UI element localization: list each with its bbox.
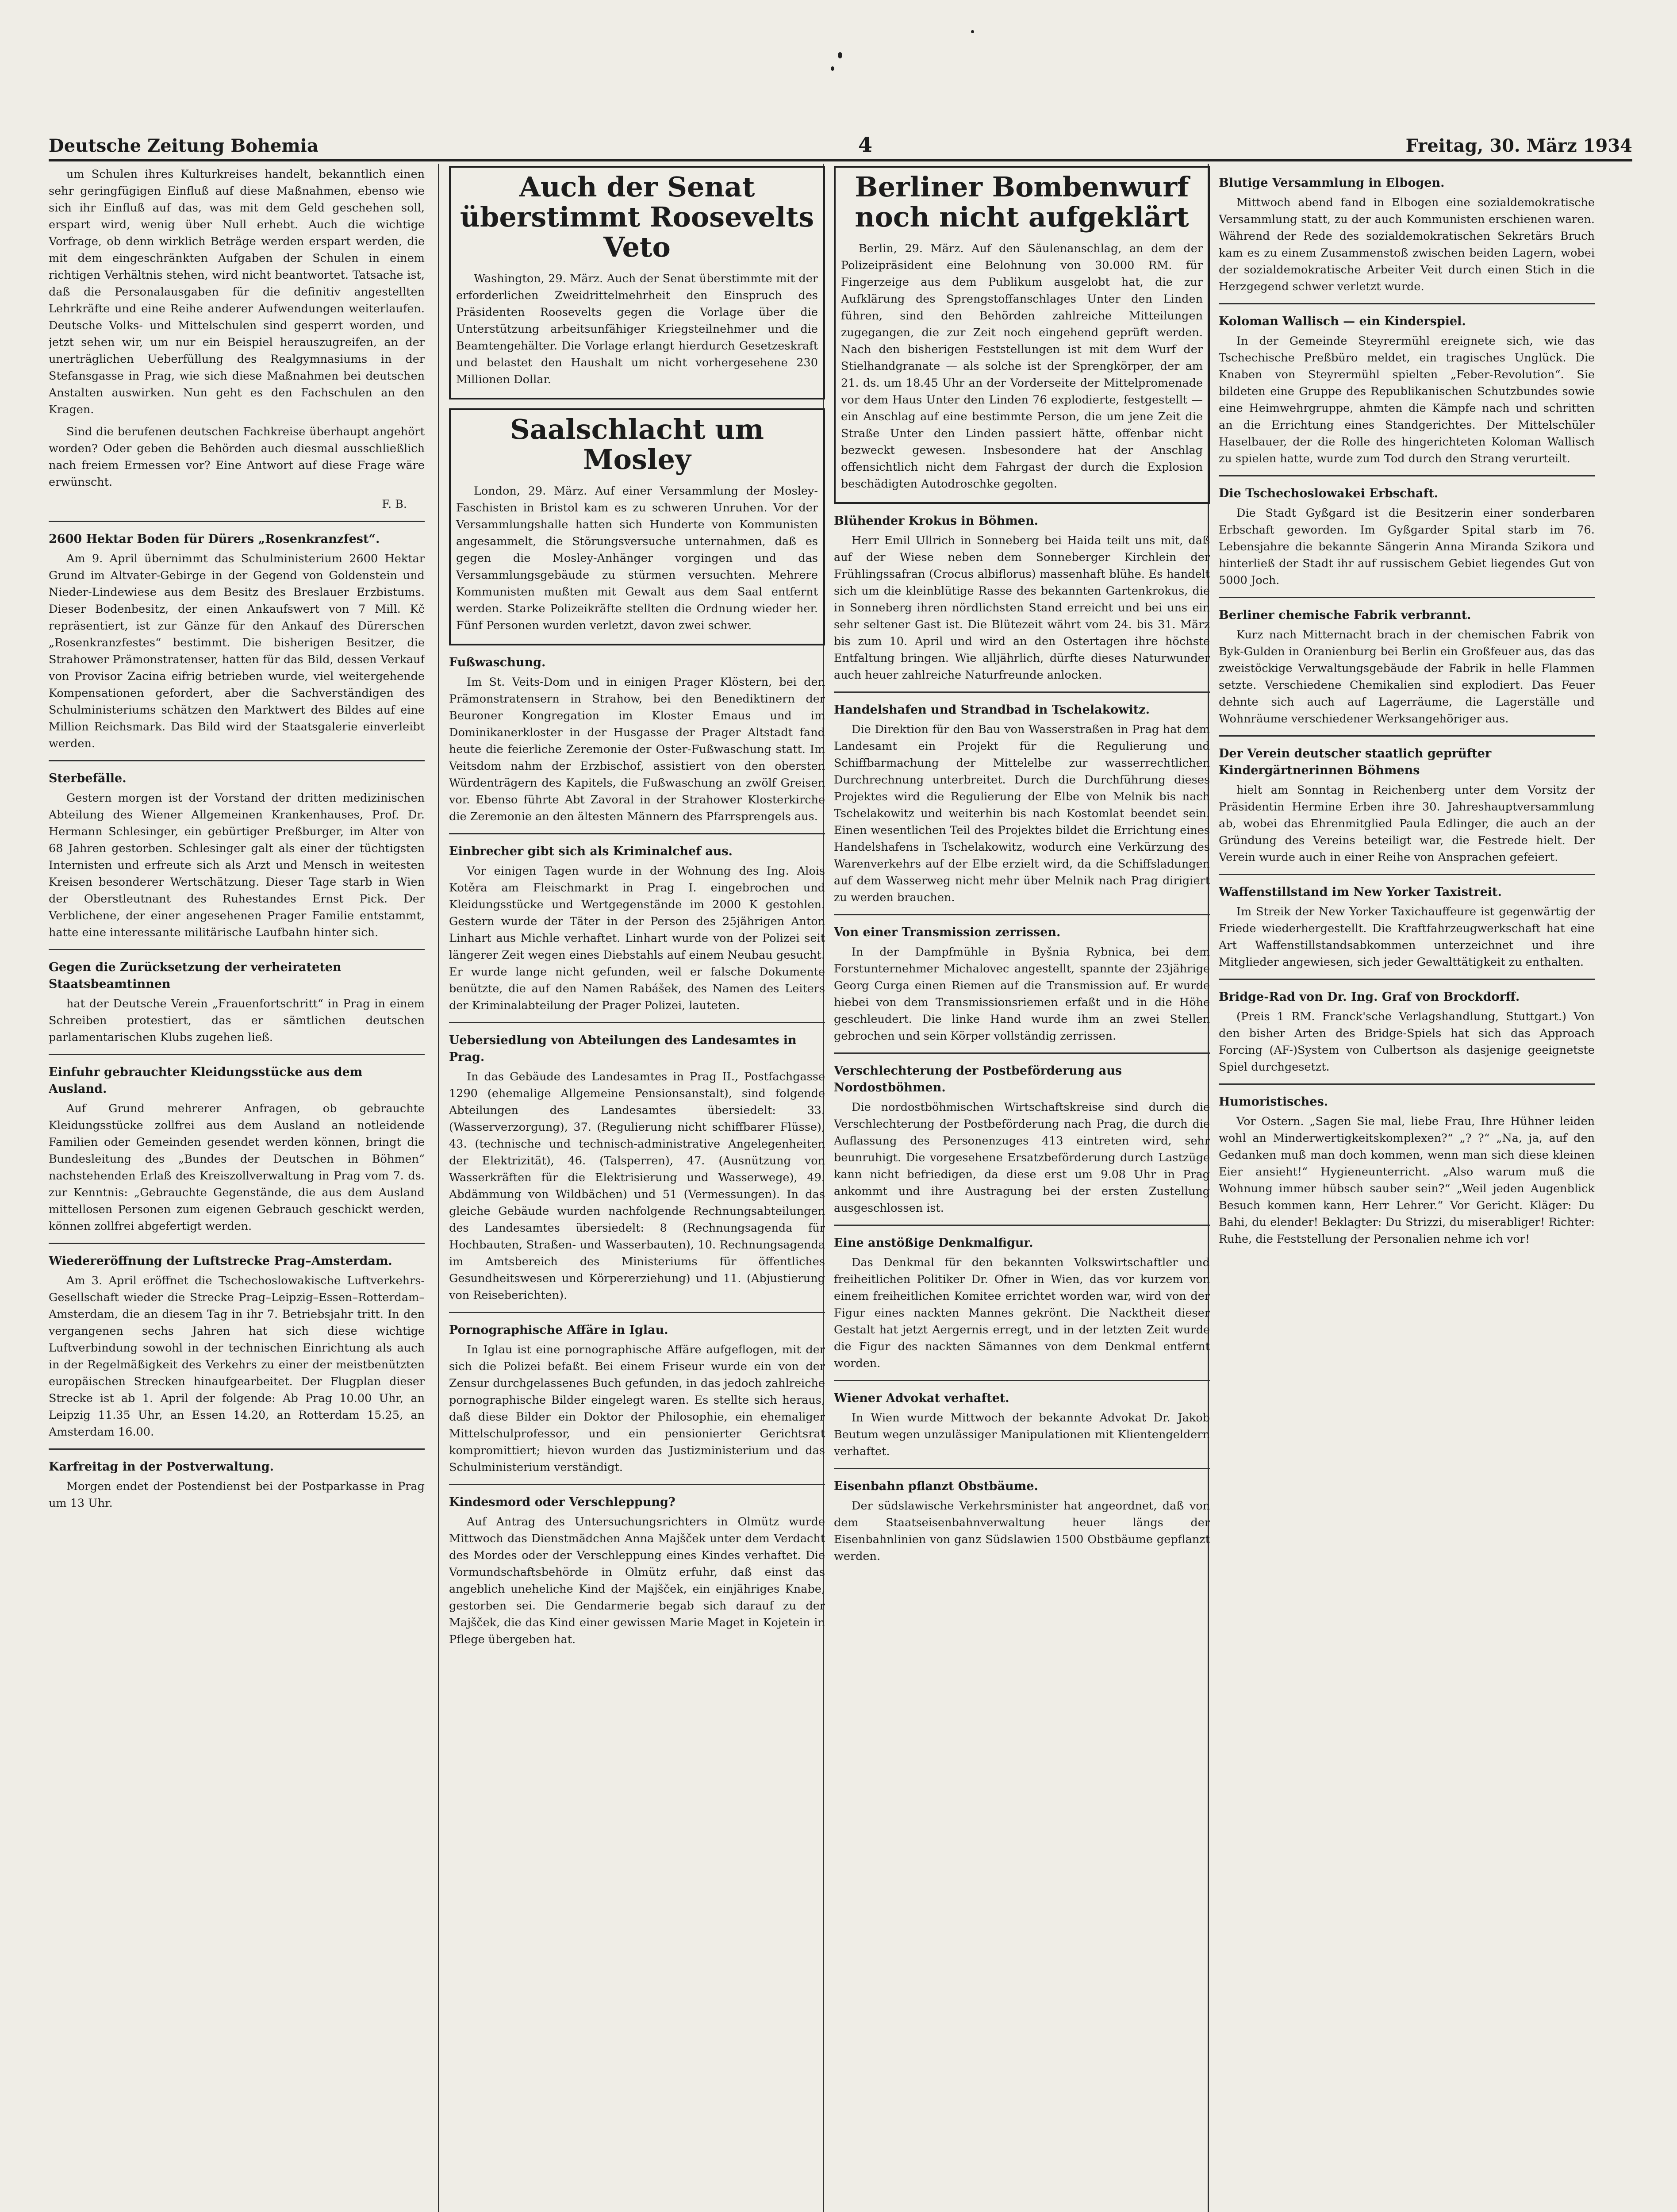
divider (834, 1468, 1210, 1469)
divider (834, 1380, 1210, 1381)
column-1 (49, 166, 425, 2212)
headline-box (449, 166, 825, 399)
divider (834, 1225, 1210, 1226)
news-item-text: Auf Antrag des Untersuchungsrichters in Olmütz wurde Mittwoch das Dienstmädchen Anna Majšček unter dem Verdacht des Mordes oder der Verschleppung eines Kindes verhaftet. Die Vormundschaftsbehörde in Olmütz erfuhr, daß einst das angeblich uneheliche Kind der Majšček, ein einjähriges Knabe, gestorben sei. Die Gendarmerie begab sich darauf zu der Majšček, die das Kind einer gewissen Marie Maget in Kojetein in Pflege übergeben hat. (449, 1515, 825, 1646)
article-paragraph: um Schulen ihres Kulturkreises handelt, bekanntlich einen sehr geringfügigen Einfluß auf diese Maßnahmen, ebenso wie sich ihr Einfluß auf das, was mit dem Geld geschehen soll, erspart wird, wenig über Null erhebt. Auch die wichtige Vorfrage, ob denn wirklich Beträge werden erspart werden, die mit dem eingeschränkten Aufgaben der Schulen in einem richtigen Verhältnis stehen, wird nicht beantwortet. Tatsache ist, daß die Personalausgaben für die definitiv angestellten Lehrkräfte und eine Reihe anderer Aufwendungen weiterlaufen. Deutsche Volks- und Mittelschulen sind gesperrt worden, und jetzt sehen wir, um nur ein Beispiel herauszugreifen, an der unerträglichen Ueberfüllung des Realgymnasiums in der Stefansgasse in Prag, wie sich diese Maßnahmen bei deutschen Anstalten auswirken. Nun geht es den Fachschulen an den Kragen. (49, 168, 425, 416)
news-item-title: Koloman Wallisch — ein Kinderspiel. (1219, 315, 1466, 328)
divider (49, 949, 425, 950)
divider (49, 1054, 425, 1055)
news-item-title: Gegen die Zurücksetzung der verheirateten Staatsbeamtinnen (49, 960, 342, 991)
news-item-title: Eine anstößige Denkmalfigur. (834, 1236, 1033, 1250)
headline: Berliner Bombenwurf noch nicht aufgeklärt (855, 171, 1189, 233)
column-3 (834, 166, 1210, 2212)
headline-box (834, 166, 1210, 504)
news-item-title: Wiedereröffnung der Luftstrecke Prag–Amsterdam. (49, 1254, 392, 1268)
news-item-title: Karfreitag in der Postverwaltung. (49, 1460, 274, 1474)
news-list (49, 531, 425, 1512)
divider (449, 1022, 825, 1023)
divider (49, 1243, 425, 1244)
news-item-text: Gestern morgen ist der Vorstand der dritten medizinischen Abteilung des Wiener Allgemeinen Krankenhauses, Prof. Dr. Hermann Schlesinger, ein gebürtiger Preßburger, im Alter von 68 Jahren gestorben. Schlesinger galt als einer der tüchtigsten Internisten und erfreute sich als Arzt und Mensch in weitesten Kreisen besonderer Wertschätzung. Dieser Tage starb in Wien der Oberstleutnant des Ruhestandes Ernst Pick. Der Verblichene, der einer angesehenen Prager Familie entstammt, hatte eine interessante militärische Laufbahn hinter sich. (49, 791, 425, 939)
news-item-text: Vor Ostern. „Sagen Sie mal, liebe Frau, Ihre Hühner leiden wohl an Minderwertigkeitskomplexen?“ „? ?“ „Na, ja, auf den Gedanken muß man doch kommen, wenn man sich diese kleinen Eier ansieht!“ Hygieneunterricht. „Also warum muß die Wohnung immer hübsch sauber sein?“ „Weil jeden Augenblick Besuch kommen kann, Herr Lehrer.“ Vor Gericht. Kläger: Du Bahi, du elender! Beklagter: Du Strizzi, du miserabliger! Richter: Ruhe, die Feststellung der Personalien nehme ich vor! (1219, 1115, 1595, 1246)
news-item-text: Der südslawische Verkehrsminister hat angeordnet, daß von dem Staatseisenbahnverwaltung heuer längs der Eisenbahnlinien von ganz Südslawien 1500 Obstbäume gepflanzt werden. (834, 1499, 1210, 1563)
divider (449, 1484, 825, 1485)
news-item-text: hielt am Sonntag in Reichenberg unter dem Vorsitz der Präsidentin Hermine Erben ihre 30. Jahreshauptversammlung ab, wobei das Ehrenmitglied Paula Edlinger, die auch an der Gründung des Vereins beteiligt war, die Festrede hielt. Der Verein wurde auch in einer Reihe von Ansprachen gefeiert. (1219, 783, 1595, 864)
news-item-title: Wiener Advokat verhaftet. (834, 1391, 1009, 1405)
news-item-text: Auf Grund mehrerer Anfragen, ob gebrauchte Kleidungsstücke zollfrei aus dem Ausland an notleidende Familien oder Gemeinden gesendet werden können, bringt die Bundesleitung des „Bundes der Deutschen in Böhmen“ nachstehenden Erlaß des Kreiszollverwaltung in Prag vom 7. ds. zur Kenntnis: „Gebrauchte Gegenstände, die aus dem Ausland mittellosen Personen zum eigenen Gebrauch geschickt werden, können zollfrei abgefertigt werden. (49, 1102, 425, 1233)
news-list (834, 513, 1210, 1565)
news-item-title: Sterbefälle. (49, 772, 127, 785)
divider (1219, 735, 1595, 737)
news-item-title: Humoristisches. (1219, 1095, 1328, 1109)
divider (834, 1052, 1210, 1054)
divider (449, 833, 825, 834)
news-item-text: Herr Emil Ullrich in Sonneberg bei Haida teilt uns mit, daß auf der Wiese neben dem Sonneberger Kirchlein der Frühlingssafran (Crocus albiflorus) massenhaft blühe. Es handelt sich um die kleinblütige Rasse des bekannten Gartenkrokus, die in Sonneberg ihren nördlichsten Stand erreicht und bei uns ein sehr seltener Gast ist. Die Blütezeit währt vom 24. bis 31. März bis zum 10. April und wird an den Ostertagen ihre höchste Entfaltung bringen. Wie alljährlich, dürfte dieses Naturwunder auch heuer zahlreiche Naturfreunde anlocken. (834, 534, 1210, 682)
news-item-text: In der Gemeinde Steyrermühl ereignete sich, wie das Tschechische Preßbüro meldet, ein tragisches Unglück. Die Knaben von Steyrermühl spielten „Feber-Revolution“. Sie bildeten eine Gruppe des Republikanischen Schutzbundes sowie eine Heimwehrgruppe, ahmten die Kämpfe nach und schritten an die Errichtung eines Standgerichtes. Der Mittelschüler Haselbauer, der die Rolle des hingerichteten Koloman Wallisch zu spielen hatte, wurde zum Tod durch den Strang verurteilt. (1219, 334, 1595, 465)
divider (449, 1312, 825, 1313)
divider (834, 914, 1210, 915)
news-item-title: Einfuhr gebrauchter Kleidungsstücke aus dem Ausland. (49, 1065, 363, 1096)
news-item-text: Die nordostböhmischen Wirtschaftskreise sind durch die Verschlechterung der Postbeförderung nach Prag, die durch die Auflassung des Personenzuges 413 eintreten wird, sehr beunruhigt. Die vorgesehene Ersatzbeförderung durch Lastzüge kann nicht befriedigen, da diese erst um 9.08 Uhr in Prag ankommt und ihre Austragung bei der ersten Zustellung ausgeschlossen ist. (834, 1101, 1210, 1215)
scan-speck (831, 66, 834, 71)
news-item-text: Mittwoch abend fand in Elbogen eine sozialdemokratische Versammlung statt, zu der auch Kommunisten erschienen waren. Während der Rede des sozialdemokratischen Sekretärs Bruch kam es zu einem Zusammenstoß zwischen beiden Lagern, wobei der sozialdemokratische Arbeiter Veit durch einen Stich in die Herzgegend schwer verletzt wurde. (1219, 196, 1595, 293)
divider (1219, 597, 1595, 598)
news-item-title: Handelshafen und Strandbad in Tschelakowitz. (834, 703, 1150, 717)
news-item-text: (Preis 1 RM. Franck'sche Verlagshandlung, Stuttgart.) Von den bisher Arten des Bridge-Spiels hat sich das Approach Forcing (AF-)System von Culbertson als dasjenige geeignetste Spiel durchgesetzt. (1219, 1010, 1595, 1074)
divider (834, 691, 1210, 693)
column-rule (438, 164, 439, 2212)
news-item-title: Verschlechterung der Postbeförderung aus Nordostböhmen. (834, 1064, 1122, 1094)
news-item-title: Der Verein deutscher staatlich geprüfter Kindergärtnerinnen Böhmens (1219, 747, 1492, 777)
news-item-title: Von einer Transmission zerrissen. (834, 926, 1061, 939)
divider (49, 521, 425, 522)
news-item-text: Im St. Veits-Dom und in einigen Prager Klöstern, bei den Prämonstratensern in Strahow, bei den Benediktinern der Beuroner Kongregation im Kloster Emaus und im Dominikanerkloster in der Husgasse der Prager Altstadt fand heute die feierliche Zeremonie der Oster-Fußwaschung statt. Im Veitsdom nahm der Erzbischof, assistiert von den obersten Würdenträgern des Kapitels, die Fußwaschung an zwölf Greisen vor. Ebenso führte Abt Zavoral in der Strahower Klosterkirche die Zeremonie an den ältesten Männern des Pfarrsprengels aus. (449, 676, 825, 823)
article-paragraph: London, 29. März. Auf einer Versammlung der Mosley-Faschisten in Bristol kam es zu schweren Unruhen. Vor der Versammlungshalle hatten sich Hunderte von Kommunisten angesammelt, die Störungsversuche unternahmen, daß es gegen die Mosley-Anhänger vorgingen und das Versammlungsgebäude zu stürmen versuchten. Mehrere Kommunisten mußten mit Gewalt aus dem Saal entfernt werden. Starke Polizeikräfte stellten die Ordnung wieder her. Fünf Personen wurden verletzt, davon zwei schwer. (456, 484, 818, 632)
news-item-text: Kurz nach Mitternacht brach in der chemischen Fabrik von Byk-Gulden in Oranienburg bei Berlin ein Großfeuer aus, das das zweistöckige Verwaltungsgebäude der Fabrik in helle Flammen setzte. Verschiedene Chemikalien sind explodiert. Das Feuer dehnte sich auch auf Lagerräume, die Lagerställe und Wohnräume verschiedener Werksangehöriger aus. (1219, 628, 1595, 726)
news-item-title: Uebersiedlung von Abteilungen des Landesamtes in Prag. (449, 1033, 797, 1064)
divider (49, 1448, 425, 1450)
issue-date: Freitag, 30. März 1934 (1405, 135, 1632, 156)
news-item-text: Am 3. April eröffnet die Tschechoslowakische Luftverkehrs-Gesellschaft wieder die Strecke Prag–Leipzig–Essen–Rotterdam–Amsterdam, die an diesem Tag in ihr 7. Betriebsjahr tritt. In den vergangenen sechs Jahren hat sich diese wichtige Luftverbindung sowohl in der technischen Einrichtung als auch in der Regelmäßigkeit des Verkehrs zu einer der meistbenützten europäischen Strecken hinaufgearbeitet. Der Flugplan dieser Strecke ist ab 1. April der folgende: Ab Prag 10.00 Uhr, an Leipzig 11.35 Uhr, an Essen 14.20, an Rotterdam 15.25, an Amsterdam 16.00. (49, 1274, 425, 1439)
news-item-title: Blühender Krokus in Böhmen. (834, 514, 1038, 528)
news-item-text: In Iglau ist eine pornographische Affäre aufgeflogen, mit der sich die Polizei befaßt. Bei einem Friseur wurde ein von der Zensur durchgelassenes Buch gefunden, in das jedoch zahlreiche pornographische Bilder eingelegt waren. Es stellte sich heraus, daß diese Bilder ein Doktor der Philosophie, ein ehemaliger Mittelschulprofessor, und ein pensionierter Gerichtsrat kompromittiert; hievon wurden das Justizministerium und das Schulministerium verständigt. (449, 1343, 825, 1474)
news-item-title: Blutige Versammlung in Elbogen. (1219, 176, 1445, 190)
news-item-text: hat der Deutsche Verein „Frauenfortschritt“ in Prag in einem Schreiben protestiert, das er sämtlichen deutschen parlamentarischen Klubs zugehen ließ. (49, 997, 425, 1044)
news-item-title: Waffenstillstand im New Yorker Taxistreit. (1219, 885, 1502, 899)
page-header (49, 133, 1632, 161)
news-item-text: Die Direktion für den Bau von Wasserstraßen in Prag hat dem Landesamt ein Projekt für die Regulierung und Schiffbarmachung der Mittelelbe zur wasserrechtlichen Durchrechnung unterbreitet. Durch die Durchführung dieses Projektes wird die Regulierung der Elbe von Melnik bis nach Tschelakowitz und weiterhin bis nach Kostomlat beendet sein. Einen wesentlichen Teil des Projektes bildet die Errichtung eines Handelshafens in Tschelakowitz, wodurch eine Verkürzung des Warenverkehrs auf der Elbe erzielt wird, da die Schiffsladungen auf dem Wasserweg nicht mehr über Melnik nach Prag dirigiert zu werden brauchen. (834, 723, 1210, 904)
news-item-title: Eisenbahn pflanzt Obstbäume. (834, 1479, 1038, 1493)
divider (1219, 475, 1595, 476)
article-paragraph: Sind die berufenen deutschen Fachkreise überhaupt angehört worden? Oder geben die Behörden auch diesmal ausschließlich nach freiem Ermessen vor? Eine Antwort auf diese Frage wäre erwünscht. (49, 425, 425, 489)
headline-box (449, 408, 825, 645)
news-item-text: Im Streik der New Yorker Taxichauffeure ist gegenwärtig der Friede wiederhergestellt. Die Kraftfahrzeugwerkschaft hat eine Art Waffenstillstandsabkommen unterzeichnet und ihre Mitglieder angewiesen, sich jeder Gewalttätigkeit zu enthalten. (1219, 905, 1595, 969)
news-item-text: Die Stadt Gyßgard ist die Besitzerin einer sonderbaren Erbschaft geworden. Im Gyßgarder Spital starb im 76. Lebensjahre die bekannte Sängerin Anna Miranda Szikora und hinterließ der Stadt ihr auf russischem Gebiet liegendes Gut von 5000 Joch. (1219, 507, 1595, 587)
news-item-title: 2600 Hektar Boden für Dürers „Rosenkranzfest“. (49, 532, 380, 546)
news-item-title: Kindesmord oder Verschleppung? (449, 1495, 675, 1509)
news-list (449, 654, 825, 1648)
newspaper-name: Deutsche Zeitung Bohemia (49, 135, 319, 156)
news-item-title: Pornographische Affäre in Iglau. (449, 1323, 668, 1337)
news-item-title: Fußwaschung. (449, 656, 546, 669)
divider (1219, 979, 1595, 980)
news-item-title: Berliner chemische Fabrik verbrannt. (1219, 608, 1471, 622)
news-item-title: Die Tschechoslowakei Erbschaft. (1219, 487, 1439, 500)
divider (49, 760, 425, 761)
scan-speck (838, 52, 842, 58)
news-item-text: In Wien wurde Mittwoch der bekannte Advokat Dr. Jakob Beutum wegen unzulässiger Manipulationen mit Klientengeldern verhaftet. (834, 1411, 1210, 1458)
scan-speck (971, 30, 974, 33)
article-paragraph: Washington, 29. März. Auch der Senat überstimmte mit der erforderlichen Zweidrittelmehrheit den Einspruch des Präsidenten Roosevelts gegen die Vorlage über die Unterstützung arbeitsunfähiger Kriegsteilnehmer und die Beamtengehälter. Die Vorlage erlangt hierdurch Gesetzeskraft und belastet den Haushalt um nicht vorhergesehene 230 Millionen Dollar. (456, 272, 818, 386)
article-signature: F. B. (382, 498, 407, 511)
news-item-text: Das Denkmal für den bekannten Volkswirtschaftler und freiheitlichen Politiker Dr. Ofner in Wien, das vor kurzem von einem freiheitlichen Komitee errichtet worden war, wird von der Figur eines nackten Mannes gekrönt. Die Nacktheit dieser Gestalt hat jetzt Aergernis erregt, und in der letzten Zeit wurde die Figur des nackten Sämannes von dem Denkmal entfernt worden. (834, 1256, 1210, 1370)
column-2 (449, 166, 825, 2212)
divider (1219, 874, 1595, 875)
news-item-title: Bridge-Rad von Dr. Ing. Graf von Brockdorff. (1219, 990, 1520, 1004)
news-item-text: In das Gebäude des Landesamtes in Prag II., Postfachgasse 1290 (ehemalige Allgemeine Pensionsanstalt), sind folgende Abteilungen des Landesamtes übersiedelt: 33. (Wasserverzorgung), 37. (Regulierung nicht schiffbarer Flüsse), 43. (technische und technisch-administrative Angelegenheiten der Elektrizität), 46. (Talsperren), 47. (Ausnützung von Wasserkräften für die Elektrisierung und Wasserwege), 49. Abdämmung von Wildbächen) und 51 (Vermessungen). In das gleiche Gebäude wurden nachfolgende Rechnungsabteilungen des Landesamtes übersiedelt: 8 (Rechnungsagenda für Hochbauten, Straßen- und Wasserbauten), 10. Rechnungsagenda im Amtsbereich des Ministeriums für öffentliches Gesundheitswesen und Körpererziehung) und 11. (Abjustierung von Reiseberichten). (449, 1070, 825, 1302)
news-item-text: In der Dampfmühle in Byšnia Rybnica, bei dem Forstunternehmer Michalovec angestellt, spannte der 23jährige Georg Curga einen Riemen auf die Transmission auf. Er wurde hiebei von dem Transmissionsriemen erfaßt und in die Höhe geschleudert. Die linke Hand wurde ihm an zwei Stellen gebrochen und sein Körper vollständig zerrissen. (834, 945, 1210, 1043)
news-item-text: Morgen endet der Postendienst bei der Postparkasse in Prag um 13 Uhr. (49, 1480, 425, 1510)
news-item-title: Einbrecher gibt sich als Kriminalchef aus. (449, 845, 733, 858)
divider (1219, 303, 1595, 304)
headline: Saalschlacht um Mosley (510, 413, 764, 476)
article-paragraph: Berlin, 29. März. Auf den Säulenanschlag, an dem der Polizeipräsident eine Belohnung von 30.000 RM. für Fingerzeige aus dem Publikum ausgelobt hat, die zur Aufklärung des Sprengstoffanschlages Unter den Linden führen, sind den Behörden zahlreiche Mitteilungen zugegangen, die zur Zeit noch eingehend geprüft werden. Nach den bisherigen Feststellungen ist mit dem Wurf der Stielhandgranate — als solche ist der Sprengkörper, der am 21. ds. um 18.45 Uhr an der Vorderseite der Mittelpromenade vor dem Haus Unter den Linden 76 explodierte, festgestellt — ein Anschlag auf eine bestimmte Person, die um jene Zeit die Straße Unter den Linden passiert hätte, offenbar nicht bezweckt gewesen. Insbesondere hat der Anschlag offensichtlich nicht dem Fahrgast der durch die Explosion beschädigten Autodroschke gegolten. (841, 242, 1203, 491)
news-list (1219, 175, 1595, 1248)
divider (1219, 1083, 1595, 1085)
page-number: 4 (858, 133, 873, 157)
news-item-text: Vor einigen Tagen wurde in der Wohnung des Ing. Alois Kotěra am Fleischmarkt in Prag I. eingebrochen und Kleidungsstücke und Wertgegenstände im 2000 K gestohlen. Gestern wurde der Täter in der Person des 25jährigen Anton Linhart aus Michle verhaftet. Linhart wurde von der Polizei seit längerer Zeit wegen eines Diebstahls auf einem Neubau gesucht. Er wurde lange nicht gefunden, weil er falsche Dokumente benützte, die auf den Namen Rabášek, des Namen des Leiters der Kriminalabteilung der Prager Polizei, lauteten. (449, 864, 825, 1012)
column-4 (1219, 166, 1595, 2212)
headline: Auch der Senat überstimmt Roosevelts Veto (460, 171, 814, 263)
news-item-text: Am 9. April übernimmt das Schulministerium 2600 Hektar Grund im Altvater-Gebirge in der Gegend von Goldenstein und Nieder-Lindewiese aus dem Besitz des Breslauer Erzbistums. Dieser Bodenbesitz, der einen Ankaufswert von 7 Mill. Kč repräsentiert, ist zur Gänze für den Ankauf des Dürerschen „Rosenkranzfestes“ bestimmt. Die bisherigen Besitzer, die Strahower Prämonstratenser, hatten für das Bild, dessen Verkauf von Provisor Zacina eifrig betrieben wurde, viel weitergehende Kompensationen gefordert, aber die Sachverständigen des Schulministeriums schätzen den Marktwert des Bildes auf eine Million Reichsmark. Das Bild wird der Staatsgalerie einverleibt werden. (49, 552, 425, 750)
